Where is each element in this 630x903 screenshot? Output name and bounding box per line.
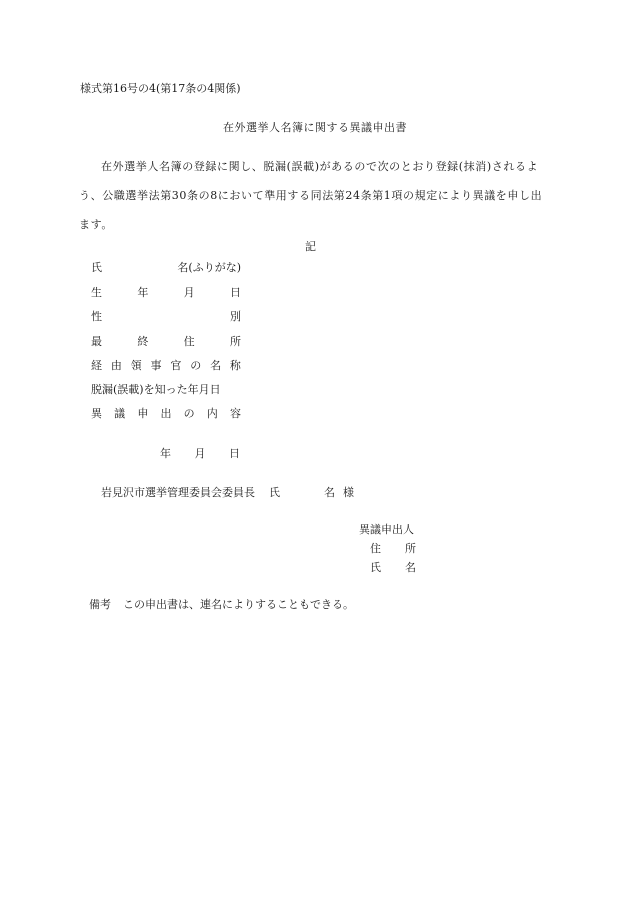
field-omission-date: 脱漏(誤載)を知った年月日 [91, 383, 221, 396]
applicant-name: 氏 名 [370, 561, 416, 574]
field-gender: 性 別 [91, 310, 241, 323]
addressee-org: 岩見沢市選挙管理委員会委員長 [101, 486, 255, 499]
applicant-heading: 異議申出人 [359, 523, 414, 536]
remark-label: 備考 [89, 598, 111, 611]
field-objection-content: 異 議 申 出 の 内 容 [91, 407, 241, 420]
remark [89, 599, 354, 610]
form-number: 様式第16号の4(第17条の4関係) [80, 82, 241, 95]
field-name: 氏 名(ふりがな) [91, 261, 241, 274]
field-last-address: 最 終 住 所 [91, 335, 241, 348]
field-consul: 経 由 領 事 官 の 名 称 [91, 359, 241, 372]
body-line-1: 在外選挙人名簿の登録に関し、脱漏(誤載)があるので次のとおり登録(抹消)されるよ [101, 160, 539, 173]
body-line-2: う、公職選挙法第30条の8において準用する同法第24条第1項の規定により異議を申し出 [79, 189, 543, 202]
body-line-3: ます。 [79, 218, 113, 231]
document-title: 在外選挙人名簿に関する異議申出書 [223, 121, 407, 134]
submission-date: 年 月 日 [160, 447, 240, 460]
field-birthdate: 生 年 月 日 [91, 286, 241, 299]
ki-heading: 記 [305, 240, 316, 253]
addressee: 岩見沢市選挙管理委員会委員長 氏 名 様 [101, 486, 354, 499]
remark-text: この申出書は、連名によりすることもできる。 [123, 598, 354, 611]
applicant-address: 住 所 [370, 542, 416, 555]
